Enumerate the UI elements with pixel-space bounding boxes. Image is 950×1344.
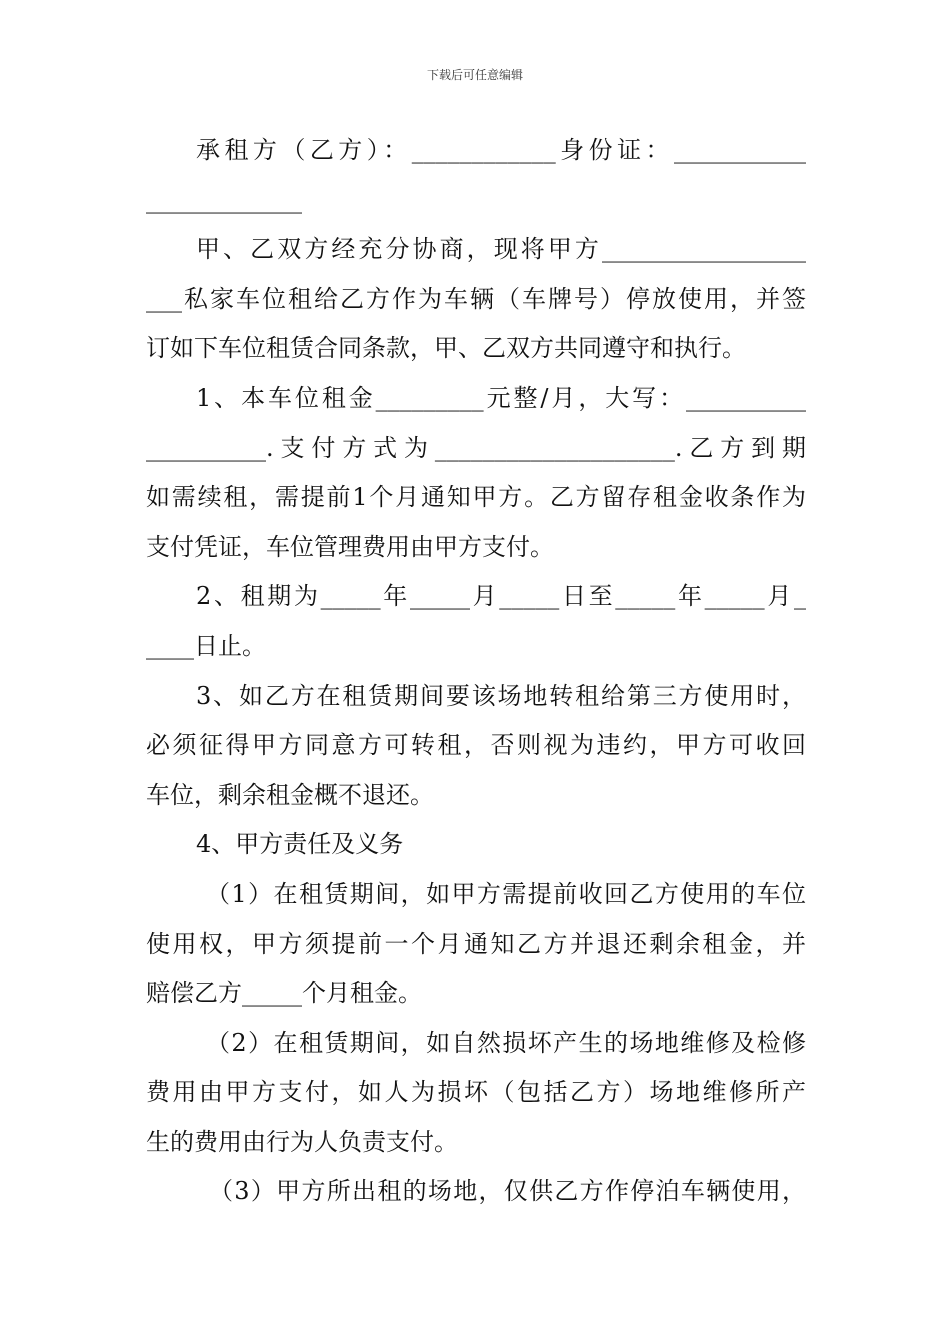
clause-1-line: __________.支付方式为____________________.乙方到期 <box>146 433 806 462</box>
lessee-line: 承租方（乙方）：____________身份证：___________ <box>196 136 806 164</box>
lessee-line-cont: _____________ <box>146 185 302 214</box>
contract-body <box>146 126 806 1217</box>
clause-4-heading: 4、甲方责任及义务 <box>196 830 404 859</box>
clause-4-1-line: 赔偿乙方_____个月租金。 <box>146 979 422 1008</box>
clause-4-2-line: （2）在租赁期间，如自然损坏产生的场地维修及检修 <box>206 1028 806 1057</box>
intro-paragraph-line: ___私家车位租给乙方作为车辆（车牌号）停放使用，并签 <box>146 284 806 313</box>
clause-2-line: 2、租期为_____年_____月_____日至_____年_____月_ <box>196 582 806 611</box>
clause-4-2-line: 生的费用由行为人负责支付。 <box>146 1127 458 1156</box>
clause-4-3-line: （3）甲方所出租的场地，仅供乙方作停泊车辆使用， <box>209 1177 806 1206</box>
clause-1-line: 如需续租，需提前1个月通知甲方。乙方留存租金收条作为 <box>146 483 806 512</box>
clause-1-line: 支付凭证，车位管理费用由甲方支付。 <box>146 532 554 561</box>
intro-paragraph-line: 甲、乙双方经充分协商，现将甲方_________________ <box>196 235 806 264</box>
clause-4-2-line: 费用由甲方支付，如人为损坏（包括乙方）场地维修所产 <box>146 1078 806 1107</box>
clause-3-line: 3、如乙方在租赁期间要该场地转租给第三方使用时， <box>196 681 806 710</box>
page-header: 下载后可任意编辑 <box>426 68 523 82</box>
clause-3-line: 必须征得甲方同意方可转租，否则视为违约，甲方可收回 <box>146 731 806 760</box>
intro-paragraph-line: 订如下车位租赁合同条款，甲、乙双方共同遵守和执行。 <box>146 334 746 363</box>
clause-3-line: 车位，剩余租金概不退还。 <box>146 780 434 809</box>
clause-1-line: 1、本车位租金_________元整/月，大写：__________ <box>196 383 806 412</box>
clause-2-line: ____日止。 <box>146 631 266 660</box>
clause-4-1-line: 使用权，甲方须提前一个月通知乙方并退还剩余租金，并 <box>146 929 806 958</box>
clause-4-1-line: （1）在租赁期间，如甲方需提前收回乙方使用的车位 <box>206 879 806 908</box>
